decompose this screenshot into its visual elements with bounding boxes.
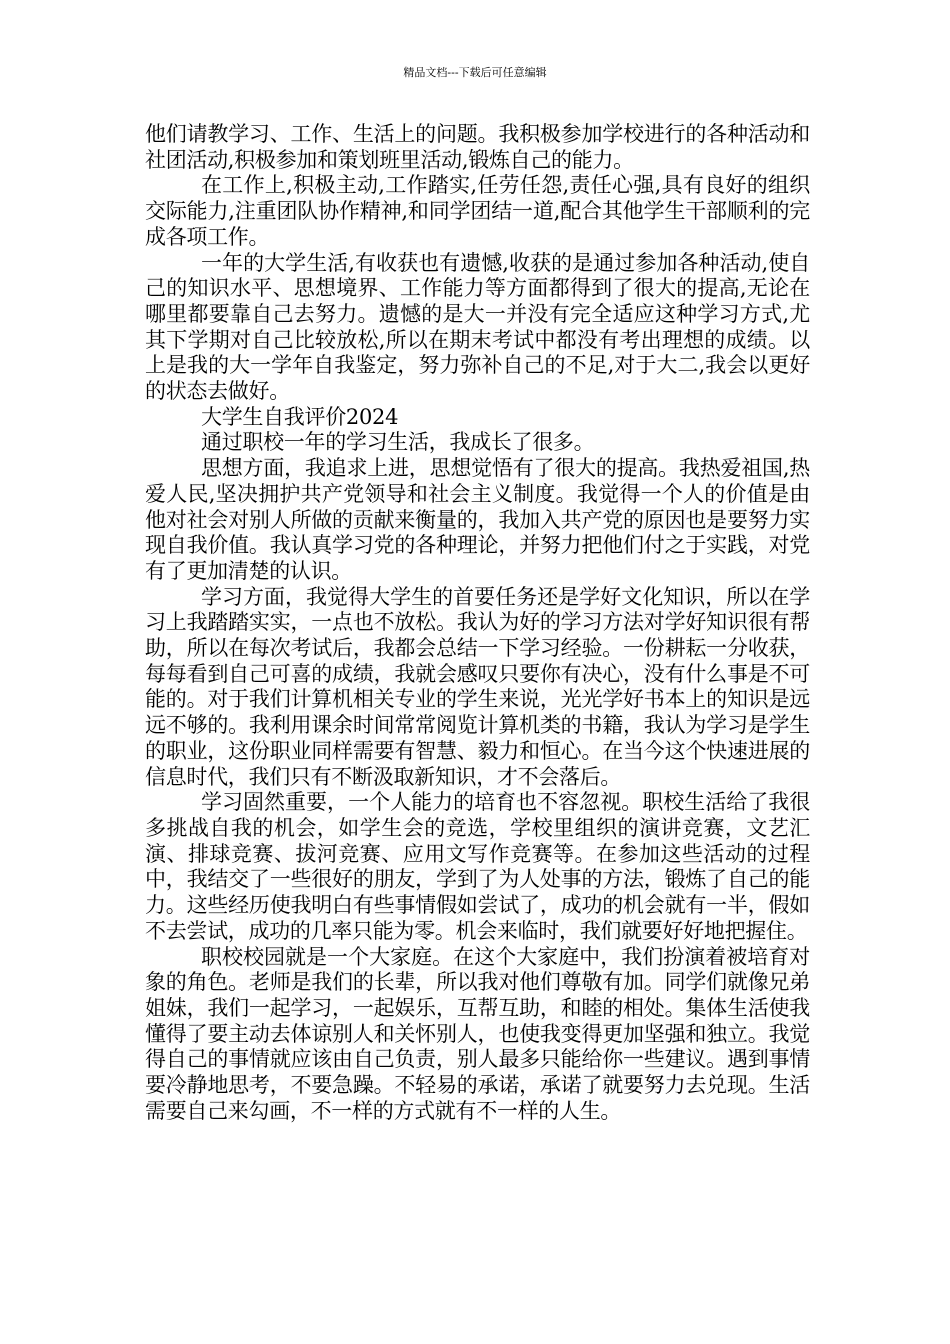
paragraph-3: 一年的大学生活,有收获也有遗憾,收获的是通过参加各种活动,使自己的知识水平、思想境界、工作能力等方面都得到了很大的提高,无论在哪里都要靠自己去努力。遗憾的是大一并没有完全适应这种学习方式,尤其下学期对自己比较放松,所以在期末考试中都没有考出理想的成绩。以上是我的大一学年自我鉴定，努力弥补自己的不足,对于大二,我会以更好的状态去做好。 — [145, 250, 810, 404]
section-title: 大学生自我评价2024 — [201, 404, 399, 429]
page-header: 精品文档---下载后可任意编辑 — [403, 66, 547, 79]
paragraph-7: 学习方面，我觉得大学生的首要任务还是学好文化知识，所以在学习上我踏踏实实，一点也不放松。我认为好的学习方法对学好知识很有帮助，所以在每次考试后，我都会总结一下学习经验。一份耕耘一分收获，每每看到自己可喜的成绩，我就会感叹只要你有决心，没有什么事是不可能的。对于我们计算机相关专业的学生来说，光光学好书本上的知识是远远不够的。我利用课余时间常常阅览计算机类的书籍，我认为学习是学生的职业，这份职业同样需要有智慧、毅力和恒心。在当今这个快速进展的信息时代，我们只有不断汲取新知识，才不会落后。 — [145, 584, 810, 789]
paragraph-2: 在工作上,积极主动,工作踏实,任劳任怨,责任心强,具有良好的组织交际能力,注重团队协作精神,和同学团结一道,配合其他学生干部顺利的完成各项工作。 — [145, 173, 810, 249]
paragraph-8: 学习固然重要，一个人能力的培育也不容忽视。职校生活给了我很多挑战自我的机会，如学生会的竞选，学校里组织的演讲竞赛，文艺汇演、排球竞赛、拔河竞赛、应用文写作竞赛等。在参加这些活动的过程中，我结交了一些很好的朋友，学到了为人处事的方法，锻炼了自己的能力。这些经历使我明白有些事情假如尝试了，成功的机会就有一半，假如不去尝试，成功的几率只能为零。机会来临时，我们就要好好地把握住。 — [145, 790, 810, 943]
paragraph-9: 职校校园就是一个大家庭。在这个大家庭中，我们扮演着被培育对象的角色。老师是我们的长辈，所以我对他们尊敬有加。同学们就像兄弟姐妹，我们一起学习，一起娱乐，互帮互助，和睦的相处。集体生活使我懂得了要主动去体谅别人和关怀别人，也使我变得更加坚强和独立。我觉得自己的事情就应该由自己负责，别人最多只能给你一些建议。遇到事情要冷静地思考，不要急躁。不轻易的承诺，承诺了就要努力去兑现。生活需要自己来勾画，不一样的方式就有不一样的人生。 — [145, 944, 810, 1123]
paragraph-1: 他们请教学习、工作、生活上的问题。我积极参加学校进行的各种活动和社团活动,积极参加和策划班里活动,锻炼自己的能力。 — [145, 122, 810, 172]
paragraph-6: 思想方面，我追求上进，思想觉悟有了很大的提高。我热爱祖国,热爱人民,坚决拥护共产党领导和社会主义制度。我觉得一个人的价值是由他对社会对别人所做的贡献来衡量的，我加入共产党的原因也是要努力实现自我价值。我认真学习党的各种理论，并努力把他们付之于实践，对党有了更加清楚的认识。 — [145, 456, 810, 583]
paragraph-5: 通过职校一年的学习生活，我成长了很多。 — [201, 430, 595, 455]
document-body — [145, 122, 810, 1124]
